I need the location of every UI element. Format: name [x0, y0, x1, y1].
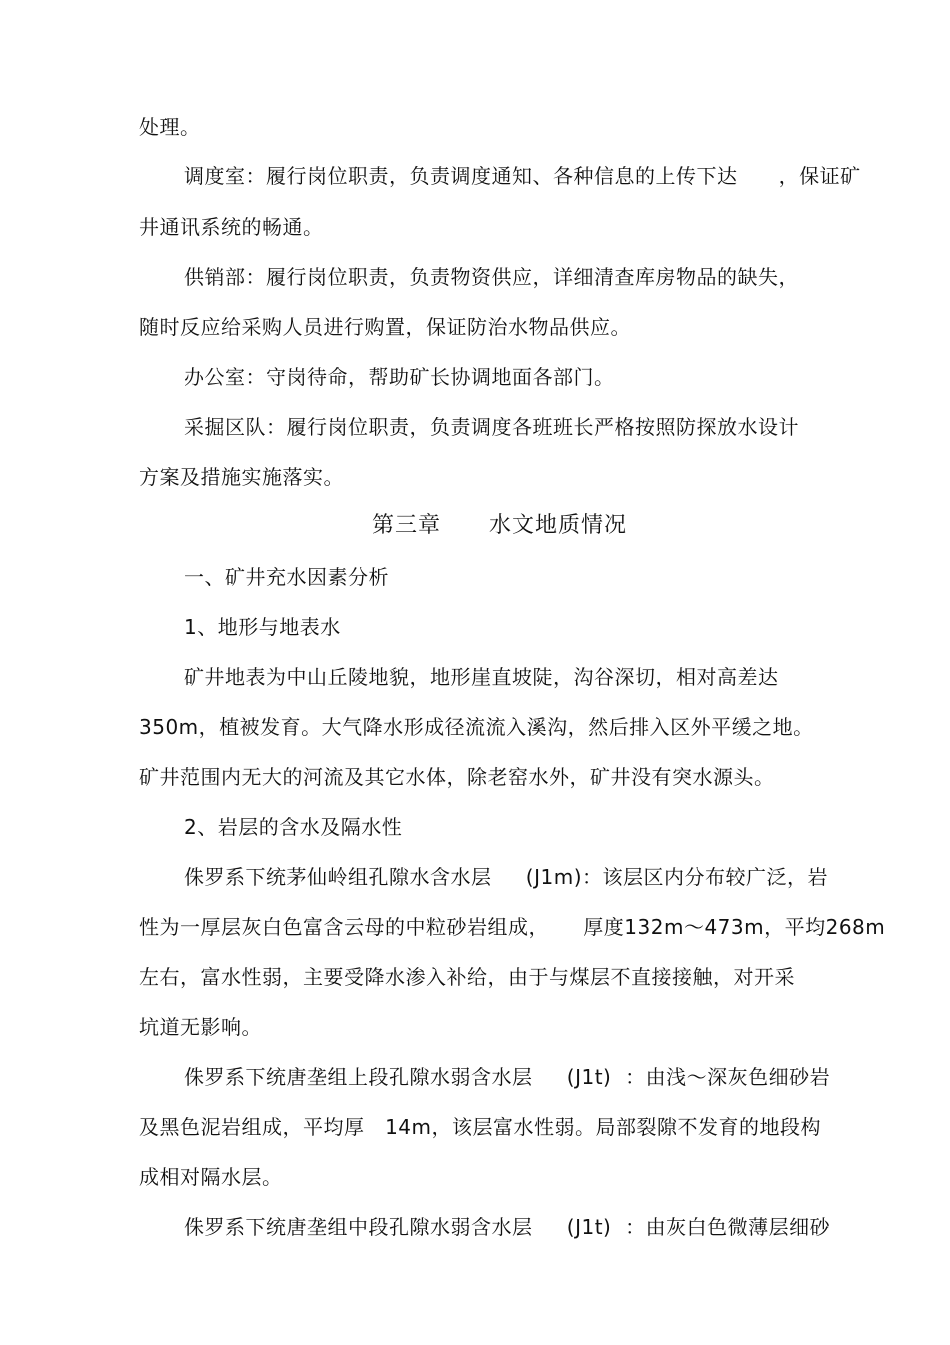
paragraph-line: 井通讯系统的畅通。 [139, 215, 324, 239]
paragraph-line: 采掘区队：履行岗位职责，负责调度各班班长严格按照防探放水设计 [184, 415, 799, 439]
chapter-title: 第三章 水文地质情况 [372, 513, 627, 538]
paragraph-line: 350m，植被发育。大气降水形成径流流入溪沟，然后排入区外平缓之地。 [139, 715, 814, 739]
paragraph-line: 矿井地表为中山丘陵地貌，地形崖直坡陡，沟谷深切，相对高差达 [184, 665, 779, 689]
paragraph-line: 左右，富水性弱，主要受降水渗入补给，由于与煤层不直接接触，对开采 [139, 965, 795, 989]
paragraph-line: 办公室：守岗待命，帮助矿长协调地面各部门。 [184, 365, 615, 389]
paragraph-line: 方案及措施实施落实。 [139, 465, 344, 489]
paragraph-line: 侏罗系下统唐垄组上段孔隙水弱含水层 (J1t) ：由浅～深灰色细砂岩 [184, 1065, 831, 1089]
paragraph-line: 性为一厚层灰白色富含云母的中粒砂岩组成， 厚度132m～473m，平均268m [139, 915, 886, 939]
paragraph-line: 侏罗系下统茅仙岭组孔隙水含水层 (J1m)：该层区内分布较广泛，岩 [184, 865, 828, 889]
paragraph-line: 供销部：履行岗位职责，负责物资供应，详细清查库房物品的缺失， [184, 265, 799, 289]
subsection-heading: 1、地形与地表水 [184, 615, 341, 639]
subsection-heading: 2、岩层的含水及隔水性 [184, 815, 403, 839]
paragraph-line: 矿井范围内无大的河流及其它水体，除老窑水外，矿井没有突水源头。 [139, 765, 775, 789]
paragraph-line: 成相对隔水层。 [139, 1165, 283, 1189]
paragraph-line: 随时反应给采购人员进行购置，保证防治水物品供应。 [139, 315, 631, 339]
paragraph-line: 侏罗系下统唐垄组中段孔隙水弱含水层 (J1t) ：由灰白色微薄层细砂 [184, 1215, 831, 1239]
paragraph-line: 及黑色泥岩组成，平均厚 14m，该层富水性弱。局部裂隙不发育的地段构 [139, 1115, 822, 1139]
paragraph-line: 处理。 [139, 115, 201, 139]
paragraph-line: 坑道无影响。 [139, 1015, 262, 1039]
paragraph-line: 调度室：履行岗位职责，负责调度通知、各种信息的上传下达 ，保证矿 [184, 164, 861, 188]
section-heading: 一、矿井充水因素分析 [184, 565, 389, 589]
